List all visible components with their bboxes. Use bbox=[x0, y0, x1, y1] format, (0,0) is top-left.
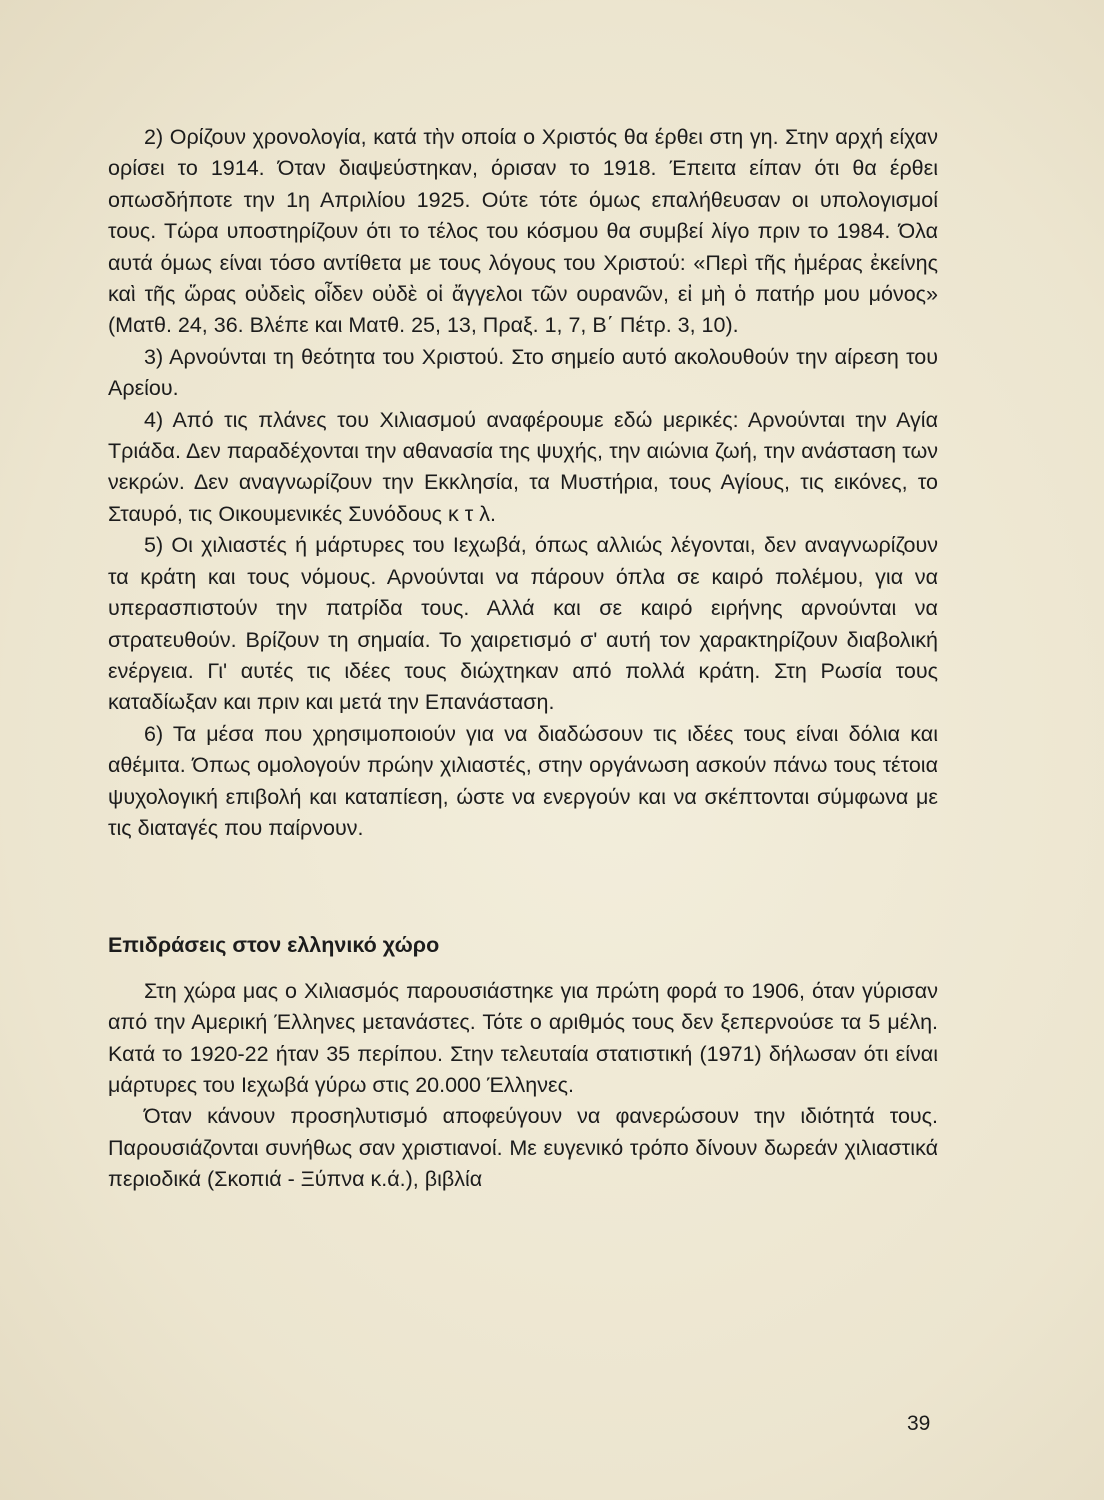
page-number: 39 bbox=[907, 1412, 931, 1435]
paragraph-2-dates: 2) Ορίζουν χρονολογία, κατά τὴν οποία ο Χριστός θα έρθει στη γη. Στην αρχή είχαν ορίσει το 1914. Όταν διαψεύστηκαν, όρισαν το 1918. Έπειτα είπαν ότι θα έρθει οπωσδήποτε την 1η Απριλίου 1925. Ούτε τότε όμως επαλήθευσαν οι υπολογισμοί τους. Τώρα υποστηρίζουν ότι το τέλος του κόσμου θα συμβεί λίγο πριν το 1984. Όλα αυτά όμως είναι τόσο αντίθετα με τους λόγους του Χριστού: «Περὶ τῆς ἡμέρας ἐκείνης καὶ τῆς ὥρας οὐδεὶς οἶδεν οὐδὲ οἱ ἄγγελοι τῶν ουρανῶν, εἰ μὴ ὁ πατήρ μου μόνος» (Ματθ. 24, 36. Βλέπε και Ματθ. 25, 13, Πραξ. 1, 7, Β΄ Πέτρ. 3, 10). bbox=[108, 125, 938, 338]
page-body bbox=[108, 122, 938, 1196]
paragraph-6-methods: 6) Τα μέσα που χρησιμοποιούν για να διαδώσουν τις ιδέες τους είναι δόλια και αθέμιτα. Όπως ομολογούν πρώην χιλιαστές, στην οργάνωση ασκούν πάνω τους τέτοια ψυχολογική επιβολή και καταπίεση, ώστε να ενεργούν και να σκέπτονται σύμφωνα με τις διαταγές που παίρνουν. bbox=[108, 721, 938, 840]
paragraph-3-divinity: 3) Αρνούνται τη θεότητα του Χριστού. Στο σημείο αυτό ακολουθούν την αίρεση του Αρείου. bbox=[108, 344, 938, 401]
paragraph-4-errors: 4) Από τις πλάνες του Χιλιασμού αναφέρουμε εδώ μερικές: Αρνούνται την Αγία Τριάδα. Δεν παραδέχονται την αθανασία της ψυχής, την αιώνια ζωή, την ανάσταση των νεκρών. Δεν αναγνωρίζουν την Εκκλησία, τα Μυστήρια, τους Αγίους, τις εικόνες, το Σταυρό, τις Οικουμενικές Συνόδους κ τ λ. bbox=[108, 407, 938, 526]
paragraph-5-states: 5) Οι χιλιαστές ή μάρτυρες του Ιεχωβά, όπως αλλιώς λέγονται, δεν αναγνωρίζουν τα κράτη και τους νόμους. Αρνούνται να πάρουν όπλα σε καιρό πολέμου, για να υπερασπιστούν την πατρίδα τους. Αλλά και σε καιρό ειρήνης αρνούνται να στρατευθούν. Βρίζουν τη σημαία. Το χαιρετισμό σ' αυτή τον χαρακτηρίζουν διαβολική ενέργεια. Γι' αυτές τις ιδέες τους διώχτηκαν από πολλά κράτη. Στη Ρωσία τους καταδίωξαν και πριν και μετά την Επανάσταση. bbox=[108, 533, 938, 715]
section-heading: Επιδράσεις στον ελληνικό χώρο bbox=[108, 933, 440, 958]
paragraph-proselytism: Όταν κάνουν προσηλυτισμό αποφεύγουν να φανερώσουν την ιδιότητά τους. Παρουσιάζονται συνήθως σαν χριστιανοί. Με ευγενικό τρόπο δίνουν δωρεάν χιλιαστικά περιοδικά (Σκοπιά - Ξύπνα κ.ά.), βιβλία bbox=[108, 1104, 938, 1192]
paragraph-greece-history: Στη χώρα μας ο Χιλιασμός παρουσιάστηκε για πρώτη φορά το 1906, όταν γύρισαν από την Αμερική Έλληνες μετανάστες. Τότε ο αριθμός τους δεν ξεπερνούσε τα 5 μέλη. Κατά το 1920-22 ήταν 35 περίπου. Στην τελευταία στατιστική (1971) δήλωσαν ότι είναι μάρτυρες του Ιεχωβά γύρω στις 20.000 Έλληνες. bbox=[108, 978, 938, 1097]
